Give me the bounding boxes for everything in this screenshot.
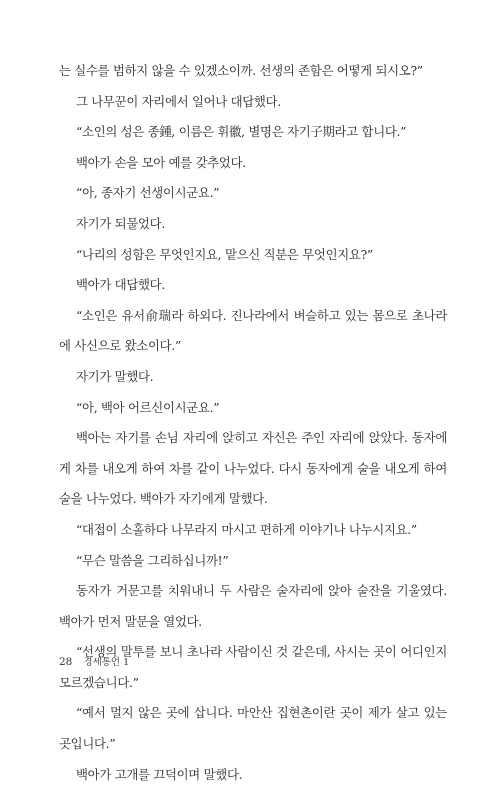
paragraph: “소인의 성은 종鍾, 이름은 휘徽, 별명은 자기子期라고 합니다.” <box>76 124 407 140</box>
paragraph: “나리의 성함은 무엇인지요, 맡으신 직분은 무엇인지요?” <box>76 246 373 262</box>
page-footer <box>59 654 129 668</box>
paragraph: 백아가 손을 모아 예를 갖추었다. <box>76 154 246 170</box>
paragraph: “아, 백아 어르신이시군요.” <box>76 399 220 415</box>
paragraph: 백아가 고개를 끄덕이며 말했다. <box>76 766 243 782</box>
body-text <box>59 56 447 790</box>
paragraph: 백아가 대답했다. <box>76 277 165 293</box>
paragraph: 자기가 되물었다. <box>76 215 165 231</box>
paragraph: “아, 종자기 선생이시군요.” <box>76 185 220 201</box>
paragraph: “선생의 말투를 보니 초나라 사람이신 것 같은데, 사시는 곳이 어디인지 모르겠습니다.” <box>59 644 447 690</box>
paragraph: “대접이 소홀하다 나무라지 마시고 편하게 이야기나 나누시지요.” <box>76 521 417 537</box>
paragraph: 백아는 자기를 손님 자리에 앉히고 자신은 주인 자리에 앉았다. 동자에게 차를 내오게 하여 차를 같이 나누었다. 다시 동자에게 술을 내오게 하여 술을 나누었다. 백아가 자기에게 말했다. <box>59 430 447 507</box>
paragraph: 동자가 거문고를 치워내니 두 사람은 술자리에 앉아 술잔을 기울였다. 백아가 먼저 말문을 열었다. <box>59 583 447 629</box>
paragraph: 자기가 말했다. <box>76 368 154 384</box>
paragraph: “예서 멀지 않은 곳에 삽니다. 마안산 집현촌이란 곳이 제가 살고 있는 곳입니다.” <box>59 705 447 752</box>
paragraph: “소인은 유서俞瑞라 하외다. 진나라에서 벼슬하고 있는 몸으로 초나라에 사신으로 왔소이다.” <box>59 307 447 354</box>
page-number: 28 <box>59 656 73 668</box>
paragraph-continuation: 는 실수를 범하지 않을 수 있겠소이까. 선생의 존함은 어떻게 되시오?” <box>59 63 423 78</box>
paragraph: 그 나무꾼이 자리에서 일어나 대답했다. <box>76 93 281 109</box>
paragraph: “무슨 말씀을 그리하십니까!” <box>76 552 229 568</box>
running-title: 경세통언 1 <box>83 657 130 668</box>
